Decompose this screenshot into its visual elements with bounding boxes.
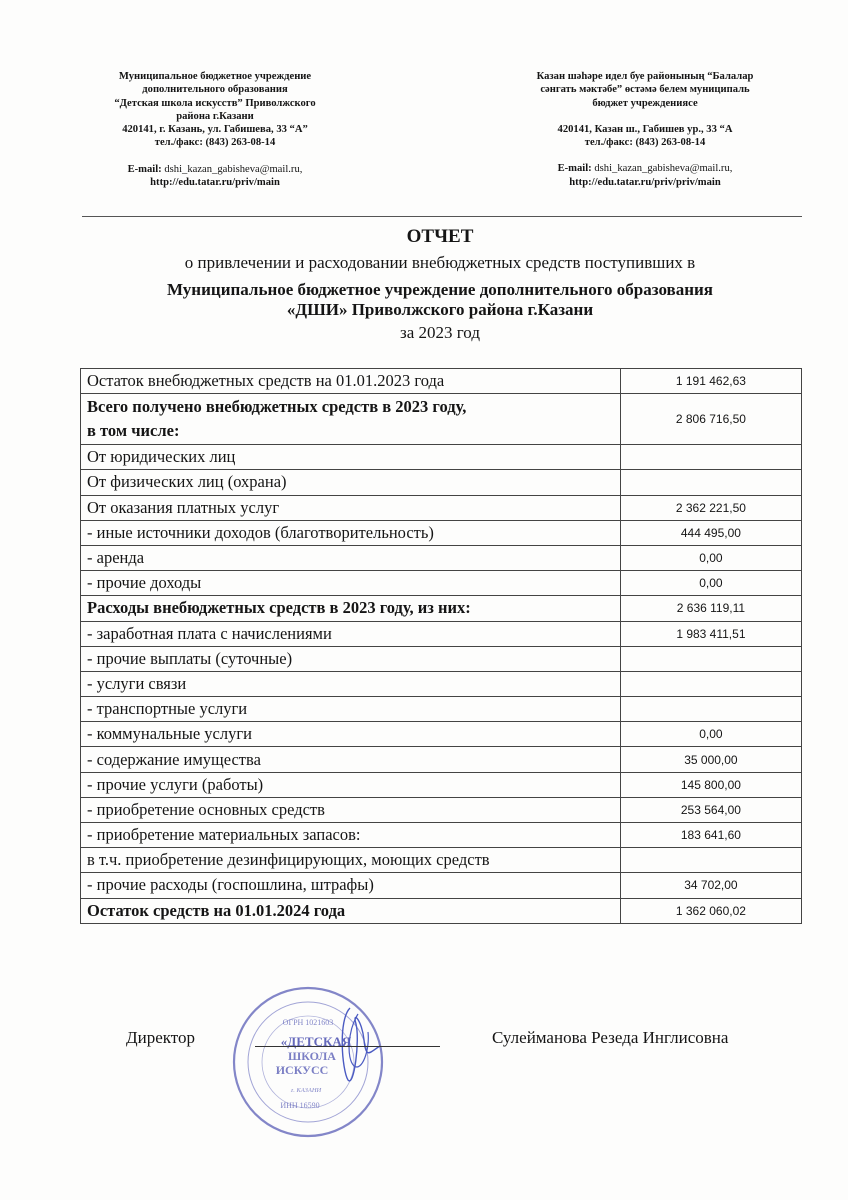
- row-label: в т.ч. приобретение дезинфицирующих, моющих средств: [81, 848, 621, 873]
- table-row: [81, 369, 802, 394]
- header-left-website[interactable]: http://edu.tatar.ru/priv/main: [150, 177, 280, 189]
- row-label: - прочие расходы (госпошлина, штрафы): [81, 873, 621, 898]
- header-right-address: 420141, Казан ш., Габишев ур., 33 “А: [557, 123, 733, 135]
- header-left-phone: тел./факс: (843) 263-08-14: [154, 137, 276, 149]
- row-label: - аренда: [81, 545, 621, 570]
- table-row: [81, 470, 802, 495]
- report-table: [80, 368, 802, 924]
- header-divider: [82, 216, 802, 217]
- row-value: 35 000,00: [620, 747, 801, 772]
- official-stamp-icon: [230, 980, 395, 1140]
- email-label: E-mail:: [127, 163, 162, 175]
- table-row: [81, 823, 802, 848]
- row-label: - заработная плата с начислениями: [81, 621, 621, 646]
- header-left-line: Муниципальное бюджетное учреждение: [118, 71, 312, 82]
- stamp-ogrn: ОГРН 1021603: [282, 1018, 334, 1027]
- row-value: 2 806 716,50: [620, 394, 801, 445]
- row-value: 34 702,00: [620, 873, 801, 898]
- header-left-line: района г.Казани: [176, 110, 254, 122]
- row-label: - содержание имущества: [81, 747, 621, 772]
- row-value: 2 636 119,11: [620, 596, 801, 621]
- email-link[interactable]: dshi_kazan_gabisheva@mail.ru,: [594, 163, 733, 175]
- stamp-city: г. КАЗАНИ: [290, 1087, 322, 1094]
- row-value: 1 983 411,51: [620, 621, 801, 646]
- row-label: От физических лиц (охрана): [81, 470, 621, 495]
- header-left-email: [70, 163, 360, 176]
- row-label: [81, 394, 621, 445]
- table-row: [81, 596, 802, 621]
- table-row: [81, 772, 802, 797]
- row-value: [620, 671, 801, 696]
- row-value: 0,00: [620, 571, 801, 596]
- row-label-line: Всего получено внебюджетных средств в 2023 году,: [87, 397, 467, 417]
- row-value: [620, 470, 801, 495]
- row-label: Расходы внебюджетных средств в 2023 году, из них:: [81, 596, 621, 621]
- row-value: [620, 445, 801, 470]
- table-row: [81, 722, 802, 747]
- header-right-website[interactable]: http://edu.tatar.ru/priv/priv/main: [569, 176, 721, 188]
- table-row: [81, 571, 802, 596]
- header-left-address: 420141, г. Казань, ул. Габишева, 33 “А”: [122, 124, 308, 136]
- table-row: [81, 848, 802, 873]
- row-label: - прочие услуги (работы): [81, 772, 621, 797]
- row-value: 253 564,00: [620, 797, 801, 822]
- row-label: - прочие доходы: [81, 571, 621, 596]
- header-right-institution: [495, 70, 795, 189]
- report-org-line1: Муниципальное бюджетное учреждение дополнительного образования: [166, 280, 713, 299]
- row-label: - приобретение основных средств: [81, 797, 621, 822]
- email-link[interactable]: dshi_kazan_gabisheva@mail.ru,: [164, 163, 303, 175]
- table-row: [81, 697, 802, 722]
- row-value: 183 641,60: [620, 823, 801, 848]
- row-value: 1 362 060,02: [620, 898, 801, 923]
- table-row: [81, 797, 802, 822]
- row-value: 0,00: [620, 722, 801, 747]
- email-label: E-mail:: [557, 163, 592, 175]
- header-left-line: “Детская школа искусств” Приволжского: [114, 97, 316, 109]
- report-subtitle: о привлечении и расходовании внебюджетных средств поступивших в: [184, 253, 696, 272]
- row-label: - прочие выплаты (суточные): [81, 646, 621, 671]
- report-heading: [80, 226, 800, 344]
- signature-name: Сулейманова Резеда Инглисовна: [492, 1028, 729, 1047]
- row-label: - приобретение материальных запасов:: [81, 823, 621, 848]
- report-period: за 2023 год: [400, 323, 480, 342]
- row-label: Остаток средств на 01.01.2024 года: [81, 898, 621, 923]
- table-row: [81, 545, 802, 570]
- header-right-line: Казан шәһәре идел буе районының “Балалар: [536, 71, 754, 82]
- row-label: Остаток внебюджетных средств на 01.01.2023 года: [81, 369, 621, 394]
- table-row: [81, 520, 802, 545]
- row-value: 145 800,00: [620, 772, 801, 797]
- table-row: [81, 445, 802, 470]
- header-right-phone: тел./факс: (843) 263-08-14: [584, 137, 706, 149]
- table-row: [81, 646, 802, 671]
- stamp-line: «ДЕТСКАЯ: [280, 1034, 352, 1049]
- row-label: - транспортные услуги: [81, 697, 621, 722]
- header-left-institution: [70, 70, 360, 189]
- stamp-line: ИСКУСС: [275, 1063, 329, 1077]
- table-row: [81, 621, 802, 646]
- row-value: 2 362 221,50: [620, 495, 801, 520]
- row-label: От юридических лиц: [81, 445, 621, 470]
- signature-line: [255, 1046, 440, 1047]
- stamp-inn: ИНН 16590: [280, 1101, 320, 1110]
- table-row: [81, 671, 802, 696]
- header-right-email: [495, 162, 795, 175]
- header-right-line: бюджет учреждениясе: [592, 97, 698, 109]
- row-label: - иные источники доходов (благотворительность): [81, 520, 621, 545]
- row-label-line: в том числе:: [87, 421, 180, 441]
- row-value: 1 191 462,63: [620, 369, 801, 394]
- row-value: [620, 848, 801, 873]
- report-title: ОТЧЕТ: [406, 226, 474, 247]
- row-label: - услуги связи: [81, 671, 621, 696]
- table-row: [81, 747, 802, 772]
- row-value: [620, 697, 801, 722]
- row-value: 444 495,00: [620, 520, 801, 545]
- signature-role: Директор: [126, 1028, 195, 1047]
- header-left-line: дополнительного образования: [142, 84, 288, 96]
- report-org-line2: «ДШИ» Приволжского района г.Казани: [286, 300, 594, 319]
- header-right-line: сәнгать мәктәбе” өстәмә белем муниципаль: [540, 84, 750, 96]
- stamp-line: ШКОЛА: [288, 1049, 336, 1063]
- table-row: [81, 495, 802, 520]
- table-row: [81, 898, 802, 923]
- row-value: 0,00: [620, 545, 801, 570]
- table-row: [81, 394, 802, 445]
- table-row: [81, 873, 802, 898]
- row-value: [620, 646, 801, 671]
- row-label: От оказания платных услуг: [81, 495, 621, 520]
- row-label: - коммунальные услуги: [81, 722, 621, 747]
